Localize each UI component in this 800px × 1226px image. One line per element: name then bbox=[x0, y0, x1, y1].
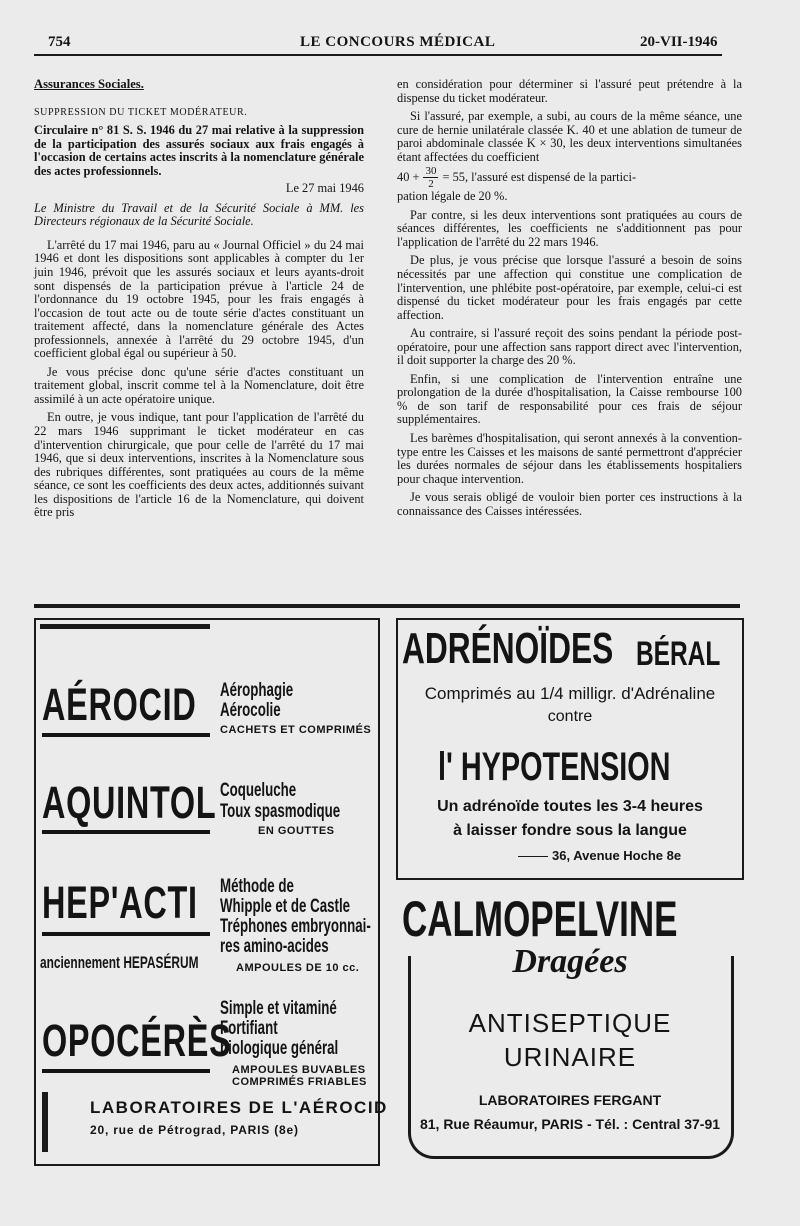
claim-line: URINAIRE bbox=[503, 1042, 637, 1072]
product-note: CACHETS ET COMPRIMÉS bbox=[220, 724, 372, 736]
product-line: Tréphones embryonnai- bbox=[220, 916, 371, 937]
ad-top-rule bbox=[40, 624, 210, 629]
ad-line: Comprimés au 1/4 milligr. d'Adrénaline bbox=[424, 684, 716, 703]
lab-bar bbox=[42, 1092, 48, 1152]
brand-calmopelvine: CALMOPELVINE bbox=[402, 891, 678, 947]
paragraph: Par contre, si les deux interventions sont pratiquées au cours de séances différentes, les coefficients ne s'additionnent pas pour l'application de l'arrêté du 22 mars 1946. bbox=[397, 207, 742, 249]
brand-underline bbox=[42, 830, 210, 834]
fraction-denominator: 2 bbox=[428, 178, 434, 191]
section-title: Assurances Sociales. bbox=[34, 77, 144, 91]
product-line: Aérocolie bbox=[220, 700, 281, 721]
ad-line: à laisser fondre sous la langue bbox=[453, 822, 687, 839]
brand-opoceres: OPOCÉRÈS bbox=[42, 1015, 232, 1066]
ad-aerocid bbox=[34, 618, 388, 1166]
paragraph: Les barèmes d'hospitalisation, qui seront annexés à la convention-type entre les Caisses et les maisons de santé permettront d'apprécier les durées normales de séjour dans les établissements hospitaliers pour chaque intervention. bbox=[397, 431, 742, 486]
product-note: EN GOUTTES bbox=[258, 825, 335, 837]
brand-aquintol: AQUINTOL bbox=[42, 777, 217, 828]
product-line: Toux spasmodique bbox=[220, 801, 341, 822]
product-line: Simple et vitaminé bbox=[220, 998, 337, 1019]
address-dash bbox=[518, 856, 548, 857]
formula bbox=[397, 165, 742, 190]
ad-adrenoides bbox=[396, 618, 744, 880]
lab-name: LABORATOIRES DE L'AÉROCID bbox=[90, 1098, 388, 1117]
brand-underline bbox=[42, 932, 210, 936]
subheading: SUPPRESSION DU TICKET MODÉRATEUR. bbox=[34, 106, 248, 118]
paragraph: En outre, je vous indique, tant pour l'application de l'arrêté du 22 mars 1946 supprimant le ticket modérateur en cas d'intervention chirurgicale, que pour celle de l'arrêté du 17 mai 1946, que si deux interventions, inscrites à la Nomenclature sous des rubriques différentes, sont pratiquées au cours de la même séance, ce sont les coefficients des deux actes, additionnés suivant les dispositions de l'article 16 de la Nomenclature, qui doivent être pris bbox=[34, 410, 364, 520]
ad-line: Un adrénoïde toutes les 3-4 heures bbox=[437, 798, 703, 815]
brand-hepacti: HEP'ACTI bbox=[42, 877, 198, 928]
addressee: Le Ministre du Travail et de la Sécurité Sociale à MM. les Directeurs régionaux de la Sécurité Sociale. bbox=[34, 200, 364, 229]
right-column bbox=[397, 78, 742, 523]
paragraph: L'arrêté du 17 mai 1946, paru au « Journal Officiel » du 24 mai 1946 et dont les dispositions sont applicables à compter du 1er juin 1946, prévoit que les assurés sociaux et leurs ayants-droit sont dispensés de la participation prévue à l'article 24 de l'ordonnance du 19 octobre 1945, pour les frais engagés à l'occasion de tout acte ou de toute série d'actes constituant un traitement affecté, dans la nomenclature générale des Actes professionnels, annexée à l'arrêté du 29 octobre 1945, d'un coefficient global égal ou supérieur à 50. bbox=[34, 237, 364, 361]
paragraph: De plus, je vous précise que lorsque l'assuré a besoin de soins nécessités par une affection qui constitue une complication de l'intervention, une phlébite post-opératoire, par exemple, celui-ci est dispensé du ticket modérateur pour les frais engagés par cette affection. bbox=[397, 253, 742, 322]
fraction-numerator: 30 bbox=[425, 165, 437, 178]
maker-beral: BÉRAL bbox=[636, 635, 721, 673]
product-line: Fortifiant bbox=[220, 1018, 278, 1039]
ads-divider bbox=[34, 604, 740, 608]
issue-date: 20-VII-1946 bbox=[640, 34, 718, 50]
product-note: AMPOULES DE 10 cc. bbox=[236, 962, 360, 974]
journal-title: LE CONCOURS MÉDICAL bbox=[300, 34, 496, 50]
paragraph: Au contraire, si l'assuré reçoit des soins pendant la période post-opératoire, pour une affection sans rapport direct avec l'intervention, il doit supporter la charge des 20 %. bbox=[397, 326, 742, 368]
brand-adrenoides: ADRÉNOÏDES bbox=[402, 624, 614, 673]
product-line: res amino-acides bbox=[220, 936, 329, 957]
paragraph: en considération pour déterminer si l'assuré peut prétendre à la dispense du ticket modérateur. bbox=[397, 77, 742, 105]
paragraph: Enfin, si une complication de l'intervention entraîne une prolongation de la durée d'hospitalisation, la Caisse rembourse 100 % de son tarif de responsabilité pour ces frais de séjour supplémentaires. bbox=[397, 371, 742, 427]
product-line: biologique général bbox=[220, 1038, 339, 1059]
left-column bbox=[34, 78, 364, 525]
paragraph: Si l'assuré, par exemple, a subi, au cours de la même séance, une cure de hernie unilatérale classée K. 40 et une ablation de tumeur de paroi abdominale classée K × 30, les deux interventions simultanées étant affectées du coefficient bbox=[397, 109, 742, 164]
claim-line: ANTISEPTIQUE bbox=[468, 1008, 672, 1038]
paragraph: Je vous précise donc qu'une série d'actes constituant un traitement global, inscrit comme tel à la Nomenclature, doit être assimilé à un acte opératoire unique. bbox=[34, 364, 364, 406]
product-line: Whipple et de Castle bbox=[220, 896, 351, 917]
ad-address: 36, Avenue Hoche 8e bbox=[552, 848, 682, 863]
paragraph: Je vous serais obligé de vouloir bien porter ces instructions à la connaissance des Caisses intéressées. bbox=[397, 490, 742, 518]
product-line: Aérophagie bbox=[220, 680, 294, 701]
formula-lhs: 40 + bbox=[397, 170, 420, 184]
brand-underline bbox=[42, 1069, 210, 1073]
circular-title: Circulaire n° 81 S. S. 1946 du 27 mai relative à la suppression de la participation des assurés sociaux aux frais engagés à l'occasion de certains actes inscrits à la nomenclature générale des actes professionnels. bbox=[34, 123, 364, 178]
ad-line: contre bbox=[547, 708, 593, 725]
headline-hypotension: l' HYPOTENSION bbox=[438, 745, 671, 789]
header-rule bbox=[34, 54, 722, 56]
date-line: Le 27 mai 1946 bbox=[285, 181, 364, 196]
paragraph: pation légale de 20 %. bbox=[397, 189, 508, 204]
lab-address: 20, rue de Pétrograd, PARIS (8e) bbox=[90, 1123, 299, 1137]
product-line: Méthode de bbox=[220, 876, 294, 897]
product-line: Coqueluche bbox=[220, 780, 297, 801]
product-note: AMPOULES BUVABLES bbox=[232, 1064, 366, 1076]
lab-name: LABORATOIRES FERGANT bbox=[478, 1092, 662, 1108]
form-dragees: Dragées bbox=[512, 943, 628, 980]
formula-rhs: = 55, l'assuré est dispensé de la partici- bbox=[442, 170, 637, 184]
ad-calmopelvine bbox=[400, 890, 740, 1162]
brand-underline bbox=[42, 733, 210, 737]
brand-aerocid: AÉROCID bbox=[42, 679, 197, 730]
lab-address: 81, Rue Réaumur, PARIS - Tél. : Central 37-91 bbox=[419, 1116, 721, 1132]
page-number: 754 bbox=[48, 34, 71, 50]
fraction bbox=[423, 165, 438, 190]
former-name: anciennement HEPASÉRUM bbox=[40, 953, 199, 972]
product-note: COMPRIMÉS FRIABLES bbox=[232, 1076, 367, 1088]
